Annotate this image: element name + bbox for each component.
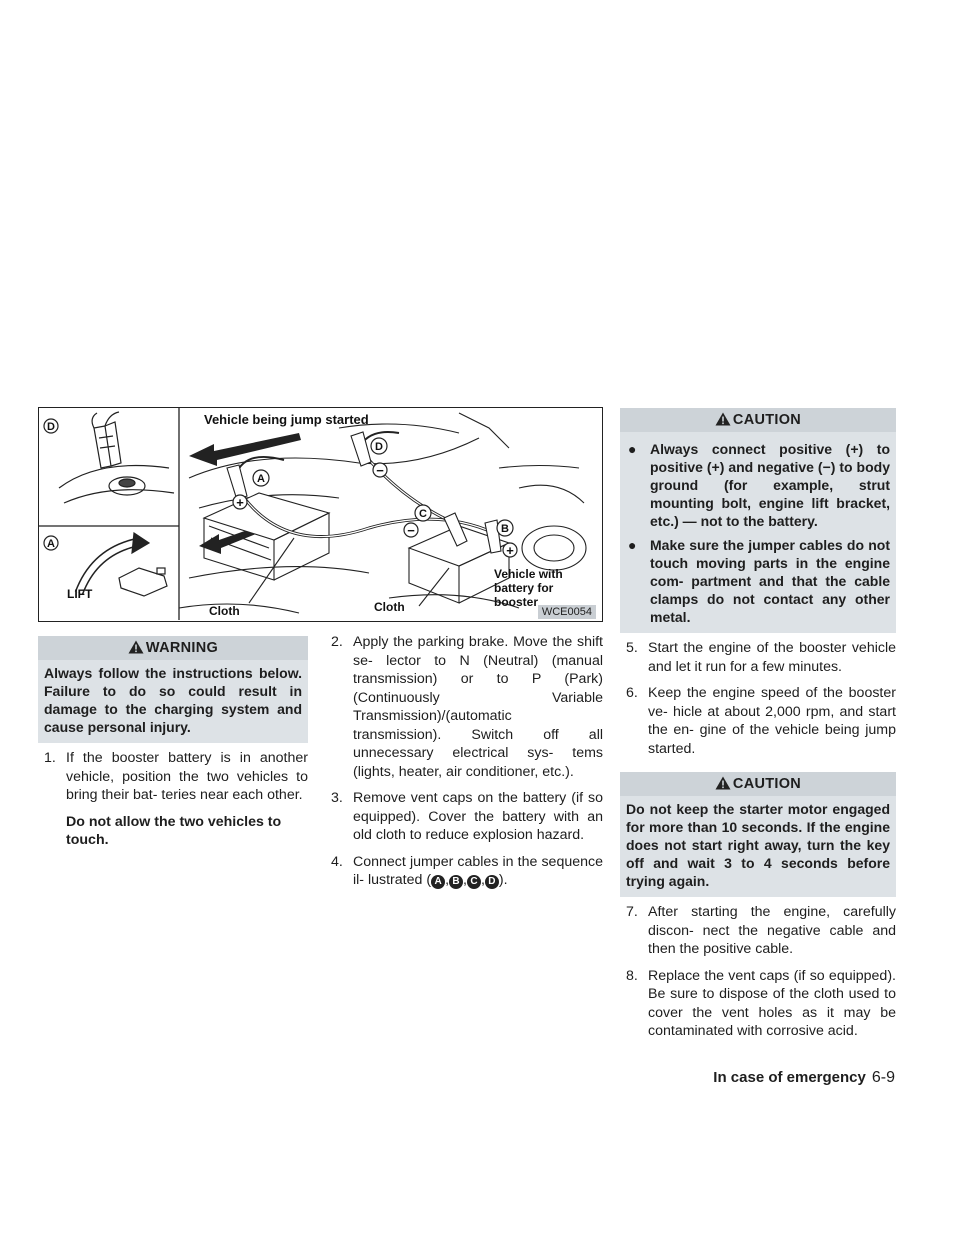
step-number: 2. xyxy=(331,634,343,650)
warning-header xyxy=(38,636,308,660)
step-text-end: ). xyxy=(498,872,508,888)
label-d-inset: D xyxy=(47,421,55,433)
caution-2-title: CAUTION xyxy=(732,776,802,792)
step-text: After starting the engine, carefully discon- nect the negative cable and then the positive cable. xyxy=(648,904,896,957)
label-a-inset: A xyxy=(47,538,55,550)
letter-c-icon: C xyxy=(467,875,481,889)
label-plus-left: + xyxy=(236,495,244,510)
inset-ground-clamp xyxy=(59,412,174,503)
jump-start-diagram xyxy=(39,408,601,620)
label-minus-top: − xyxy=(376,463,384,478)
bullet-icon: ● xyxy=(628,441,637,457)
label-vehicle-being-jump-started: Vehicle being jump started xyxy=(204,412,369,427)
step-5 xyxy=(620,639,896,676)
label-a: A xyxy=(257,473,265,485)
section-title: In case of emergency xyxy=(713,1069,866,1086)
caution-2-header xyxy=(620,772,896,796)
caution-bullet-text: Always connect positive (+) to positive (+) and negative (−) to body ground (for example, strut mounting bolt, engine lift bracket, etc.) — not to the battery. xyxy=(650,441,890,529)
caution-bullet-text: Make sure the jumper cables do not touch moving parts in the engine com- partment and that the cable clamps do not contact any other metal. xyxy=(650,537,890,625)
warning-text: Always follow the instructions below. Failure to do so could result in damage to the charging system and cause personal injury. xyxy=(38,660,308,743)
caution-1-header xyxy=(620,408,896,432)
warning-title: WARNING xyxy=(145,640,219,656)
step-number: 1. xyxy=(44,750,56,766)
label-booster-line1: Vehicle with xyxy=(494,567,563,581)
step-text: Start the engine of the booster vehicle and let it run for a few minutes. xyxy=(648,640,896,675)
letter-a-icon: A xyxy=(431,875,445,889)
step-text: Remove vent caps on the battery (if so equipped). Cover the battery with an old cloth to reduce explosion hazard. xyxy=(353,790,603,843)
column-2 xyxy=(325,633,603,890)
step-1-note: Do not allow the two vehicles to touch. xyxy=(66,813,282,848)
label-plus-right: + xyxy=(506,543,514,558)
caution-triangle-icon xyxy=(715,776,731,790)
jump-start-illustration xyxy=(38,407,603,622)
step-text: Replace the vent caps (if so equipped). Be sure to dispose of the cloth used to cover the vent holes as it may be contaminated with corrosive acid. xyxy=(648,967,896,1039)
warning-triangle-icon xyxy=(128,640,144,654)
label-b: B xyxy=(501,523,509,535)
step-number: 5. xyxy=(626,640,638,656)
caution-bullet xyxy=(626,536,890,626)
label-minus-mid: − xyxy=(407,523,415,538)
step-text: Connect jumper cables in the sequence il- lustrated ( xyxy=(353,853,603,888)
step-number: 3. xyxy=(331,790,343,806)
step-8 xyxy=(620,967,896,1041)
label-c: C xyxy=(419,508,427,520)
step-number: 8. xyxy=(626,967,638,984)
column-1 xyxy=(38,636,308,850)
label-d: D xyxy=(375,441,383,453)
step-6 xyxy=(620,684,896,758)
caution-1-body xyxy=(620,432,896,633)
letter-d-icon: D xyxy=(485,875,499,889)
page-number: 6-9 xyxy=(871,1069,895,1086)
step-4: 4. Connect jumper cables in the sequence il- lustrated ( A , B , C , D ). xyxy=(331,853,603,888)
step-7 xyxy=(620,903,896,959)
step-text: Keep the engine speed of the booster ve- hicle at about 2,000 rpm, and start the en- gine of the vehicle being jump started. xyxy=(648,685,896,757)
step-number: 4. xyxy=(331,853,343,870)
step-text: Apply the parking brake. Move the shift se- lector to N (Neutral) (manual transmission) or to P (Park) (Continuously Variable Transmission)/(automatic transmission). Switch off all unnecessary electrical sys- tems (lights, heater, air conditioner, etc.). xyxy=(353,634,603,780)
figure-code: WCE0054 xyxy=(538,605,596,619)
step-1 xyxy=(38,749,308,805)
caution-bullet xyxy=(626,440,890,530)
caution-2-text: Do not keep the starter motor engaged for more than 10 seconds. If the engine does not start right away, turn the key off and wait 3 to 4 seconds before trying again. xyxy=(620,796,896,897)
step-number: 6. xyxy=(626,685,638,701)
page-footer xyxy=(713,1069,895,1087)
label-lift: LIFT xyxy=(67,587,93,601)
label-cloth-right: Cloth xyxy=(374,600,405,614)
label-booster-line3: booster xyxy=(494,595,539,609)
caution-triangle-icon xyxy=(715,412,731,426)
bullet-icon: ● xyxy=(628,537,637,553)
step-text: If the booster battery is in another vehicle, position the two vehicles to bring their bat- teries near each other. xyxy=(66,750,308,803)
step-3 xyxy=(325,789,603,845)
label-cloth-left: Cloth xyxy=(209,604,240,618)
label-booster-line2: battery for xyxy=(494,581,554,595)
step-number: 7. xyxy=(626,904,638,920)
caution-1-title: CAUTION xyxy=(732,412,802,428)
column-3 xyxy=(620,408,896,1041)
letter-b-icon: B xyxy=(449,875,463,889)
step-2 xyxy=(325,633,603,781)
